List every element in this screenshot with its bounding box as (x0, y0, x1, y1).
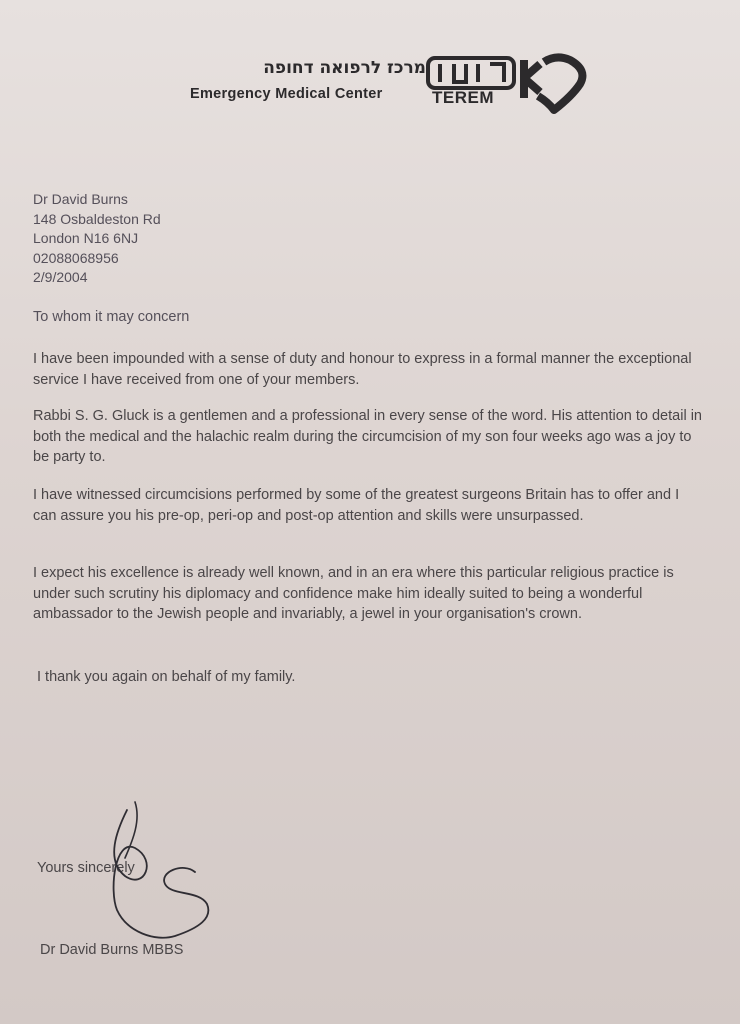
letterhead (180, 48, 600, 118)
salutation: To whom it may concern (33, 309, 190, 325)
letter-date: 2/9/2004 (33, 269, 88, 285)
letterhead-english-name: Emergency Medical Center (190, 86, 383, 102)
paragraph-4: I expect his excellence is already well known, and in an era where this particular religious practice is under such scrutiny his diplomacy and confidence make him ideally suited to being a wonderful ambassador to the Jewish people and invariably, a jewel in your organisation's crown. (33, 565, 674, 622)
thanks-line: I thank you again on behalf of my family. (37, 669, 296, 685)
sender-phone: 02088068956 (33, 249, 119, 266)
closing-line: Yours sincerely (37, 860, 135, 876)
sender-address-block (33, 190, 161, 288)
signatory-name: Dr David Burns MBBS (40, 942, 184, 958)
letterhead-brand: TEREM (432, 88, 494, 107)
terem-logo-icon (426, 52, 596, 114)
handwritten-signature (95, 800, 235, 950)
sender-street: 148 Osbaldeston Rd (33, 210, 161, 227)
sender-city: London N16 6NJ (33, 230, 139, 246)
paragraph-3: I have witnessed circumcisions performed by some of the greatest surgeons Britain has to offer and I can assure you his pre-op, peri-op and post-op attention and skills were unsurpassed. (33, 487, 680, 524)
letterhead-hebrew-name: מרכז לרפואה דחופה (263, 58, 426, 78)
paragraph-1: I have been impounded with a sense of duty and honour to express in a formal manner the exceptional service I have received from one of your members. (33, 351, 692, 388)
sender-name: Dr David Burns (33, 191, 128, 207)
paragraph-2: Rabbi S. G. Gluck is a gentlemen and a professional in every sense of the word. His attention to detail in both the medical and the halachic realm during the circumcision of my son four weeks ago was a joy to be party to. (33, 408, 702, 465)
